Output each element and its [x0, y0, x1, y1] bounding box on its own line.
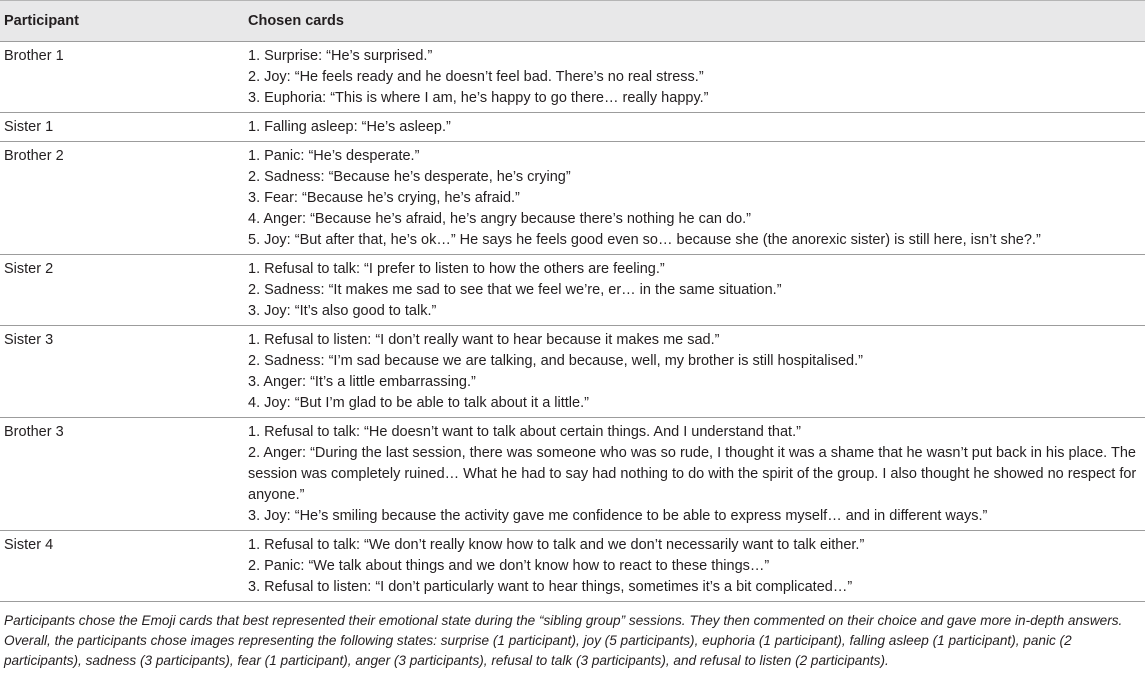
table-row	[0, 531, 1145, 602]
card-item: 1. Refusal to talk: “We don’t really know how to talk and we don’t necessarily want to talk either.”	[248, 537, 865, 553]
header-participant: Participant	[4, 13, 79, 29]
card-item: 3. Anger: “It’s a little embarrassing.”	[248, 374, 476, 390]
chosen-cards-cell	[248, 113, 1145, 141]
chosen-cards-cell	[248, 255, 1145, 325]
card-item: 2. Panic: “We talk about things and we don’t know how to react to these things…”	[248, 558, 770, 574]
card-item: 1. Falling asleep: “He’s asleep.”	[248, 119, 451, 135]
participant-cell: Brother 3	[4, 424, 64, 440]
table-footnote: Participants chose the Emoji cards that best represented their emotional state during the “sibling group” sessions. They then commented on their choice and gave more in-depth answers. Overall, the participants chose images representing the following states: surprise (1 participant), joy (5 participants), euphoria (1 participant), falling asleep (1 participant), panic (2 participants), sadness (3 participants), fear (1 participant), anger (3 participants), refusal to talk (3 participants), and refusal to listen (2 participants).	[4, 613, 1123, 668]
card-item: 4. Anger: “Because he’s afraid, he’s angry because there’s nothing he can do.”	[248, 211, 752, 227]
participant-cell: Sister 2	[4, 261, 54, 277]
card-item: 1. Panic: “He’s desperate.”	[248, 148, 420, 164]
card-item: 3. Euphoria: “This is where I am, he’s happy to go there… really happy.”	[248, 90, 709, 106]
table-body	[0, 42, 1145, 602]
card-item: 1. Refusal to talk: “I prefer to listen to how the others are feeling.”	[248, 261, 665, 277]
table-row	[0, 255, 1145, 326]
card-item: 5. Joy: “But after that, he’s ok…” He says he feels good even so… because she (the anorexic sister) is still here, isn’t she?.”	[248, 232, 1041, 248]
participant-cell: Sister 4	[4, 537, 54, 553]
card-item: 1. Refusal to talk: “He doesn’t want to talk about certain things. And I understand that.”	[248, 424, 801, 440]
chosen-cards-cell	[248, 142, 1145, 254]
participant-cell: Sister 1	[4, 119, 54, 135]
card-item: 3. Fear: “Because he’s crying, he’s afraid.”	[248, 190, 520, 206]
participant-cell: Brother 1	[4, 48, 64, 64]
card-item: 1. Surprise: “He’s surprised.”	[248, 48, 433, 64]
participant-cell: Sister 3	[4, 332, 54, 348]
card-item: 2. Sadness: “It makes me sad to see that we feel we’re, er… in the same situation.”	[248, 282, 782, 298]
card-item: 1. Refusal to listen: “I don’t really want to hear because it makes me sad.”	[248, 332, 720, 348]
card-item: 2. Sadness: “I’m sad because we are talking, and because, well, my brother is still hospitalised.”	[248, 353, 863, 369]
header-chosen-cards: Chosen cards	[248, 13, 344, 29]
card-item: 3. Joy: “It’s also good to talk.”	[248, 303, 437, 319]
card-item: 2. Joy: “He feels ready and he doesn’t feel bad. There’s no real stress.”	[248, 69, 704, 85]
chosen-cards-cell	[248, 326, 1145, 417]
table-header	[0, 0, 1145, 42]
table-row	[0, 326, 1145, 418]
chosen-cards-cell	[248, 42, 1145, 112]
table-row	[0, 113, 1145, 142]
card-item: 2. Anger: “During the last session, there was someone who was so rude, I thought it was a shame that he wasn’t put back in his place. The session was completely ruined… What he had to say had nothing to do with the spirit of the group. I also thought he showed no respect for anyone.”	[248, 445, 1137, 503]
table-row	[0, 418, 1145, 531]
card-item: 2. Sadness: “Because he’s desperate, he’s crying”	[248, 169, 571, 185]
card-item: 4. Joy: “But I’m glad to be able to talk about it a little.”	[248, 395, 589, 411]
chosen-cards-cell	[248, 418, 1145, 530]
card-item: 3. Joy: “He’s smiling because the activity gave me confidence to be able to express myself… and in different ways.”	[248, 508, 988, 524]
table-row	[0, 142, 1145, 255]
table-row	[0, 42, 1145, 113]
card-item: 3. Refusal to listen: “I don’t particularly want to hear things, sometimes it’s a bit complicated…”	[248, 579, 853, 595]
participant-cell: Brother 2	[4, 148, 64, 164]
chosen-cards-cell	[248, 531, 1145, 601]
